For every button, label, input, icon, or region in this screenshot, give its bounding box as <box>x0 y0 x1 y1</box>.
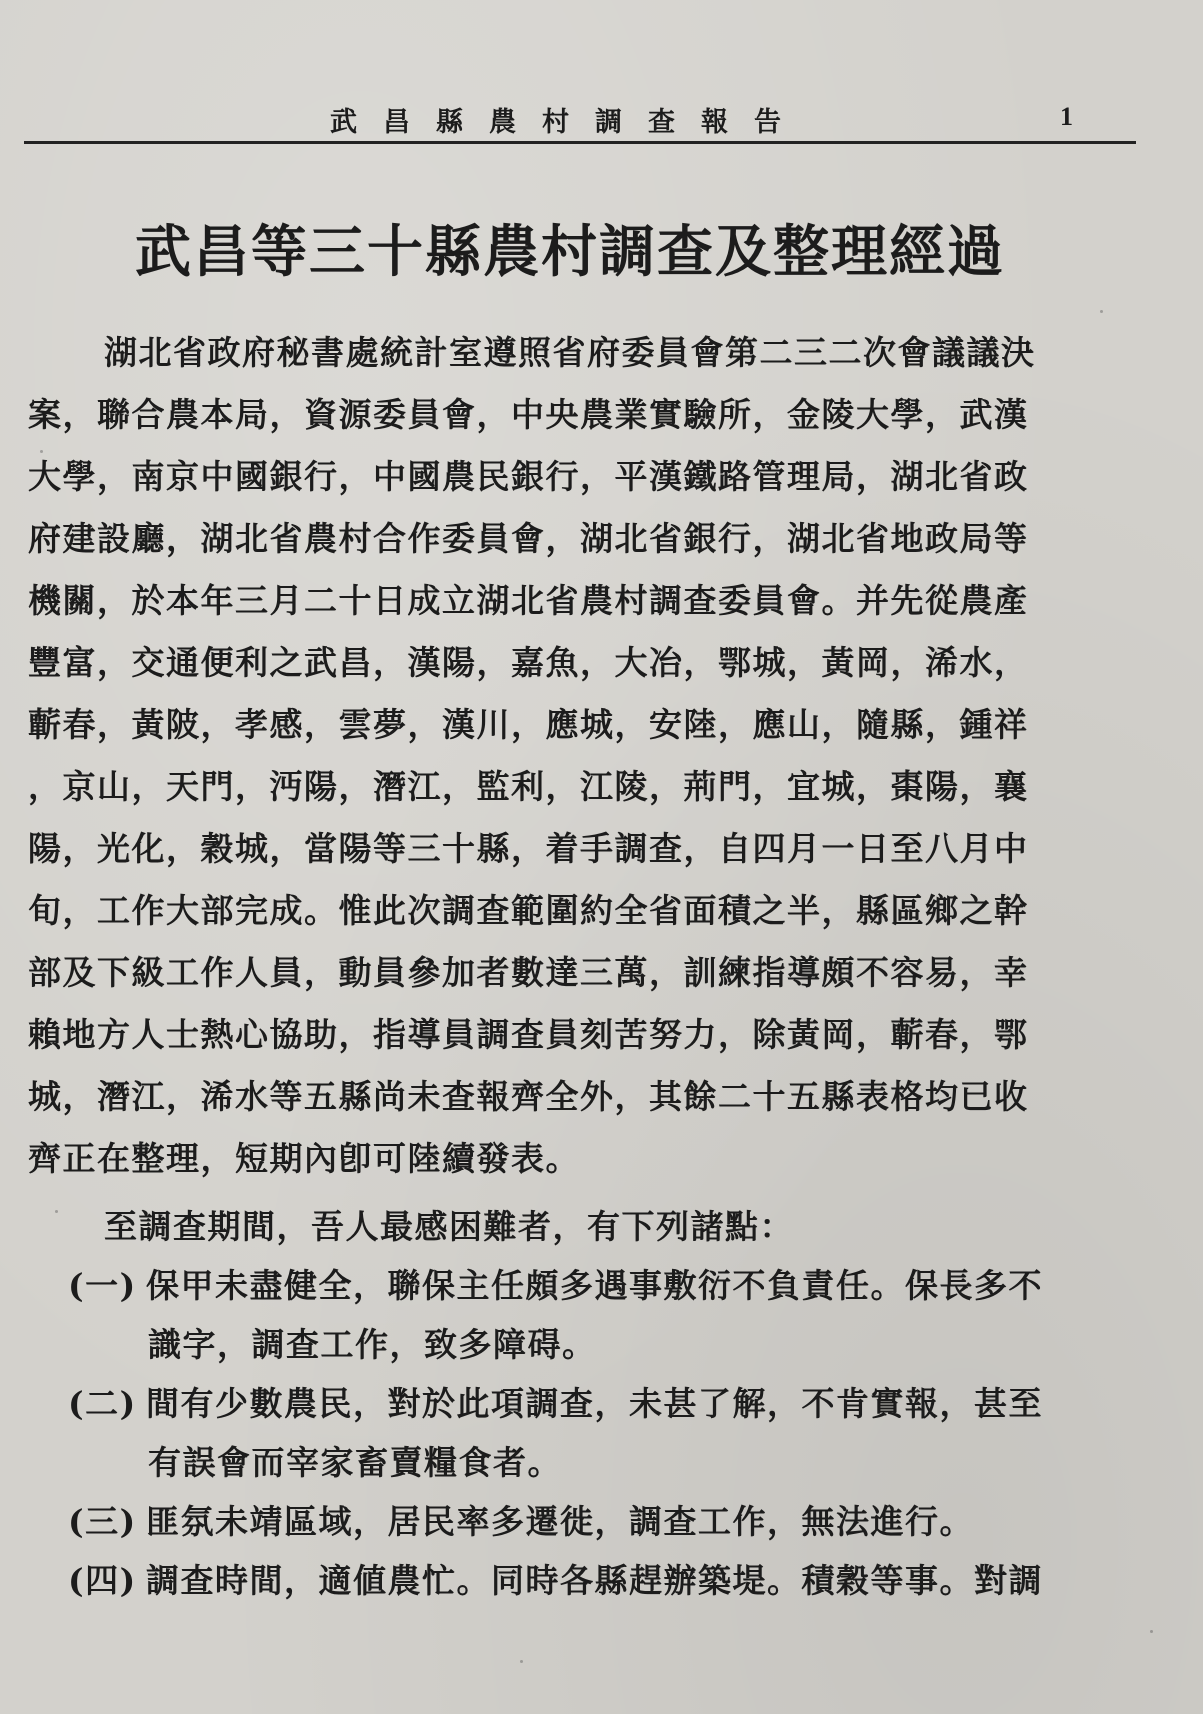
header-rule <box>24 141 1136 144</box>
paper-speck <box>1150 1630 1153 1633</box>
text-line: 城，潛江，浠水等五縣尚未查報齊全外，其餘二十五縣表格均已收 <box>28 1077 1029 1116</box>
text-line: 豐富，交通便利之武昌，漢陽，嘉魚，大冶，鄂城，黃岡，浠水， <box>28 643 1029 682</box>
list-item <box>28 1374 1140 1492</box>
text-line: 間有少數農民，對於此項調查，未甚了解，不肯實報，甚至 <box>146 1384 1043 1423</box>
paper-speck <box>1100 310 1103 313</box>
list-item-number: (三) <box>68 1502 137 1541</box>
text-line: 陽，光化，穀城，當陽等三十縣，着手調查，自四月一日至八月中 <box>28 829 1029 868</box>
text-line: 賴地方人士熱心協助，指導員調查員刻苦努力，除黃岡，蘄春，鄂 <box>28 1015 1029 1054</box>
paragraph-difficulties-intro <box>28 1196 1140 1258</box>
list-item-number: (一) <box>68 1266 137 1305</box>
list-item <box>28 1256 1140 1374</box>
difficulties-list <box>28 1256 1140 1610</box>
text-line: 案，聯合農本局，資源委員會，中央農業實驗所，金陵大學，武漢 <box>28 395 1029 434</box>
text-line: 府建設廳，湖北省農村合作委員會，湖北省銀行，湖北省地政局等 <box>28 519 1029 558</box>
text-line: 有誤會而宰家畜賣糧食者。 <box>148 1443 562 1482</box>
text-line: 湖北省政府秘書處統計室遵照省府委員會第二三二次會議議決 <box>104 333 1036 372</box>
text-line: 保甲未盡健全，聯保主任頗多遇事敷衍不負責任。保長多不 <box>146 1266 1043 1305</box>
text-line: 部及下級工作人員，動員參加者數達三萬，訓練指導頗不容易，幸 <box>28 953 1029 992</box>
list-item <box>28 1492 1140 1551</box>
paper-speck <box>55 1210 58 1213</box>
text-line: 大學，南京中國銀行，中國農民銀行，平漢鐵路管理局，湖北省政 <box>28 457 1029 496</box>
page-number: 1 <box>1060 102 1073 131</box>
list-item-number: (二) <box>68 1384 137 1423</box>
list-item-number: (四) <box>68 1561 137 1600</box>
text-line: 匪氛未靖區域，居民率多遷徙，調查工作，無法進行。 <box>146 1502 974 1541</box>
text-line: 調查時間，適値農忙。同時各縣趕辦築堤。積穀等事。對調 <box>146 1561 1043 1600</box>
text-line: 齊正在整理，短期內卽可陸續發表。 <box>28 1139 580 1178</box>
text-line: 旬，工作大部完成。惟此次調查範圍約全省面積之半，縣區鄉之幹 <box>28 891 1029 930</box>
paper-speck <box>40 450 43 453</box>
text-line: ，京山，天門，沔陽，潛江，監利，江陵，荊門，宜城，棗陽，襄 <box>28 767 1029 806</box>
text-line: 識字，調查工作，致多障碍。 <box>148 1325 597 1364</box>
text-line: 至調查期間，吾人最感困難者，有下列諸點： <box>104 1207 794 1246</box>
text-line: 機關，於本年三月二十日成立湖北省農村調查委員會。并先從農產 <box>28 581 1029 620</box>
paragraph-intro <box>28 322 1140 1190</box>
paper-speck <box>520 1660 523 1663</box>
list-item <box>28 1551 1140 1610</box>
text-line: 蘄春，黃陂，孝感，雲夢，漢川，應城，安陸，應山，隨縣，鍾祥 <box>28 705 1029 744</box>
article-title: 武昌等三十縣農村調查及整理經過 <box>135 219 1005 285</box>
running-title: 武昌縣農村調查報告 <box>330 107 807 138</box>
